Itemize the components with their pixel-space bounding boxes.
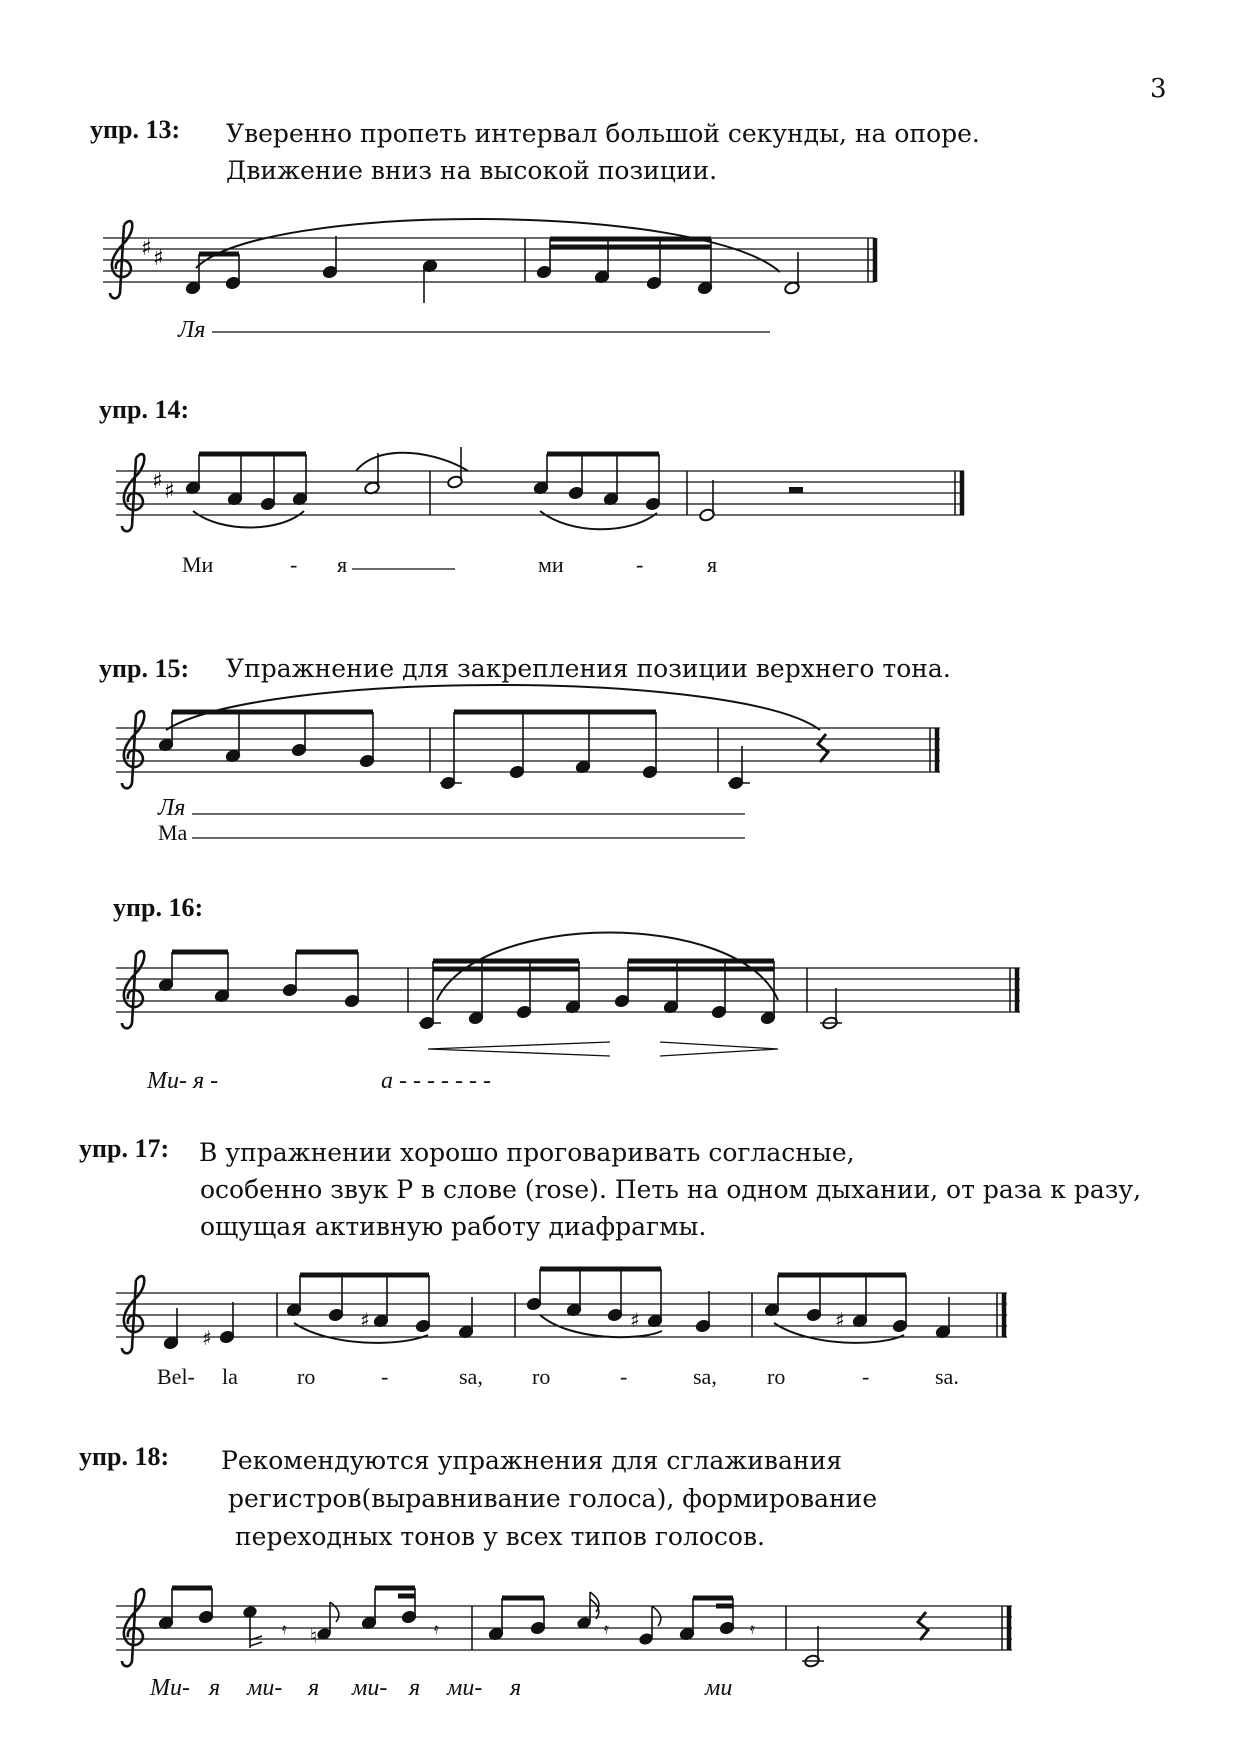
- lyric: -: [381, 1364, 389, 1389]
- notes-16: [158, 952, 842, 1030]
- decrescendo-hairpin: [660, 1042, 778, 1056]
- lyric: ми: [538, 552, 564, 577]
- quarter-rest: [918, 1612, 928, 1640]
- svg-text:𝄿: 𝄿: [434, 1619, 439, 1638]
- slur: [540, 511, 657, 529]
- lyric: а - - - - - - -: [381, 1068, 491, 1094]
- svg-text:♮: ♮: [310, 1624, 318, 1648]
- exercise-17-line-3: ощущая активную работу диафрагмы.: [200, 1212, 707, 1241]
- lyric: Ми: [182, 552, 214, 577]
- exercise-18-line-2: регистров(выравнивание голоса), формирование: [228, 1484, 878, 1513]
- slur: [193, 511, 304, 528]
- exercise-13-line-1: Уверенно пропеть интервал большой секунды, на опоре.: [226, 119, 980, 148]
- lyric: Ми- я -: [147, 1068, 219, 1094]
- sharp-icon: ♯: [153, 246, 164, 271]
- exercise-17-line-1: В упражнении хорошо проговаривать согласные,: [199, 1138, 855, 1167]
- lyric: -: [636, 552, 644, 577]
- lyric: я: [337, 552, 348, 577]
- tie: [356, 453, 468, 471]
- sharp-icon: ♯: [152, 469, 163, 494]
- exercise-15-line-1: Упражнение для закрепления позиции верхнего тона.: [226, 654, 951, 683]
- svg-text:♯: ♯: [835, 1308, 845, 1332]
- lyric: я: [209, 1675, 221, 1701]
- exercise-17-label: упр. 17:: [79, 1134, 170, 1163]
- lyric: sa,: [693, 1364, 717, 1389]
- exercise-13-label: упр. 13:: [90, 115, 181, 144]
- lyric: я: [409, 1675, 421, 1701]
- sharp-icon: ♯: [164, 479, 175, 504]
- lyric: -: [862, 1364, 870, 1389]
- lyric: sa.: [935, 1364, 959, 1389]
- sharp-icon: ♯: [141, 236, 152, 261]
- exercise-16-label: упр. 16:: [113, 893, 204, 922]
- lyric: Ля: [158, 795, 186, 821]
- exercise-18-label: упр. 18:: [79, 1442, 170, 1471]
- svg-text:♯: ♯: [630, 1308, 640, 1332]
- svg-text:♯: ♯: [360, 1308, 370, 1332]
- exercise-15-label: упр. 15:: [99, 654, 190, 683]
- exercise-13-line-2: Движение вниз на высокой позиции.: [226, 156, 718, 185]
- lyric: ro: [297, 1364, 316, 1389]
- lyric: я: [308, 1675, 320, 1701]
- page-number: 3: [1150, 74, 1167, 104]
- lyric: ми-: [352, 1675, 388, 1701]
- lyric: Ля: [178, 317, 206, 343]
- lyric: -: [290, 552, 298, 577]
- notes-14: [185, 447, 803, 522]
- lyric: я: [510, 1675, 522, 1701]
- exercise-18-text: [221, 1442, 877, 1556]
- lyric: -: [620, 1364, 628, 1389]
- crescendo-hairpin: [428, 1042, 610, 1056]
- lyric: ми-: [447, 1675, 483, 1701]
- lyric: ми: [705, 1675, 733, 1701]
- lyric: la: [222, 1364, 238, 1389]
- svg-text:𝄿: 𝄿: [604, 1619, 609, 1638]
- notes-15: [158, 712, 750, 790]
- exercise-17-line-2: особенно звук Р в слове (rose). Петь на одном дыхании, от раза к разу,: [200, 1175, 1142, 1204]
- quarter-rest: [818, 734, 828, 762]
- exercise-17-text: [199, 1134, 1141, 1245]
- exercise-14-label: упр. 14:: [99, 395, 190, 424]
- exercise-18-line-3: переходных тонов у всех типов голосов.: [235, 1522, 765, 1551]
- lyric: Ми-: [150, 1675, 190, 1701]
- notes-17: [163, 1269, 951, 1350]
- exercise-15-text: [226, 654, 951, 683]
- staff-16: [0, 950, 1242, 1080]
- lyric: ro: [767, 1364, 786, 1389]
- svg-text:♯: ♯: [202, 1326, 212, 1350]
- exercise-18-line-1: Рекомендуются упражнения для сглаживания: [221, 1446, 843, 1475]
- lyric: Bel-: [157, 1364, 195, 1389]
- lyric: sa,: [459, 1364, 483, 1389]
- lyric: ro: [532, 1364, 551, 1389]
- slur: [166, 685, 820, 730]
- half-rest: [789, 487, 803, 493]
- lyric: ми-: [247, 1675, 283, 1701]
- svg-text:𝄿: 𝄿: [750, 1619, 755, 1638]
- notes-13: [185, 236, 800, 303]
- exercise-13-text: [226, 115, 980, 189]
- svg-text:𝄿: 𝄿: [282, 1619, 287, 1638]
- lyric: я: [707, 552, 718, 577]
- lyric: Ма: [158, 820, 188, 845]
